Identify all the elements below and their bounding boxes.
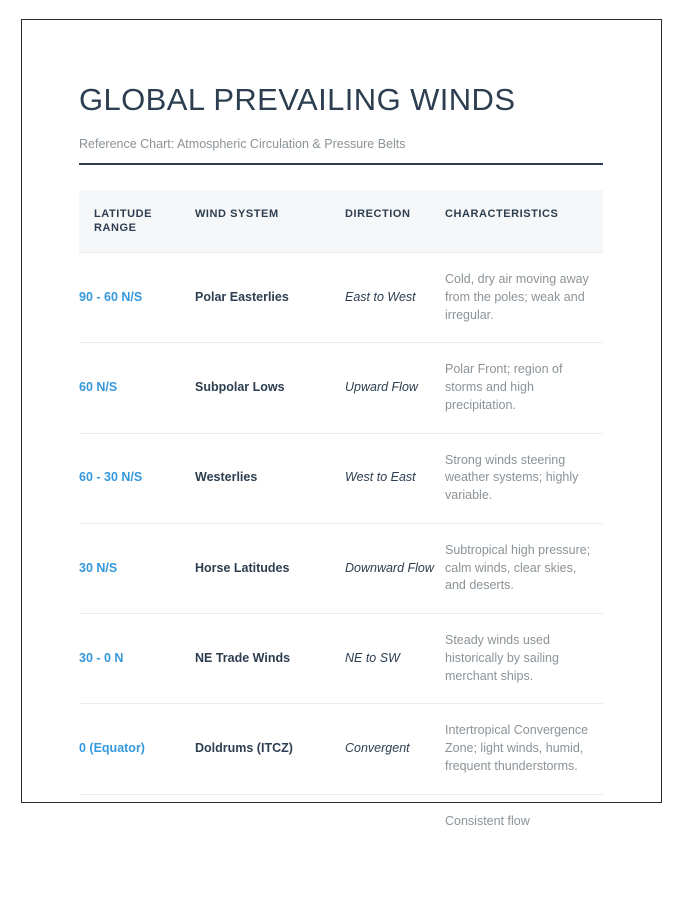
table-row xyxy=(79,523,603,613)
cell-direction: Upward Flow xyxy=(345,343,445,433)
column-header-characteristics[interactable]: CHARACTERISTICS xyxy=(445,190,603,253)
table-row xyxy=(79,343,603,433)
document-page-content xyxy=(22,20,661,848)
table-row xyxy=(79,614,603,704)
wind-table-container xyxy=(79,190,603,848)
table-header-row xyxy=(79,190,603,253)
table-row xyxy=(79,704,603,794)
cell-wind-system: Subpolar Lows xyxy=(195,343,345,433)
cell-wind-system: Doldrums (ITCZ) xyxy=(195,704,345,794)
cell-characteristics: Consistent flow xyxy=(445,794,603,848)
cell-latitude-range: 60 - 30 N/S xyxy=(79,433,195,523)
table-row xyxy=(79,253,603,343)
cell-direction: NE to SW xyxy=(345,614,445,704)
document-page-frame xyxy=(21,19,662,828)
table-body xyxy=(79,253,603,849)
page-subtitle: Reference Chart: Atmospheric Circulation & Pressure Belts xyxy=(79,136,406,151)
prevailing-winds-table xyxy=(79,190,603,848)
column-header-wind-system[interactable]: WIND SYSTEM xyxy=(195,190,345,253)
document-header xyxy=(79,82,603,165)
cell-characteristics: Polar Front; region of storms and high precipitation. xyxy=(445,343,603,433)
table-row xyxy=(79,433,603,523)
cell-characteristics: Intertropical Convergence Zone; light winds, humid, frequent thunderstorms. xyxy=(445,704,603,794)
table-header xyxy=(79,190,603,253)
cell-direction: Convergent xyxy=(345,704,445,794)
cell-wind-system: Horse Latitudes xyxy=(195,523,345,613)
page-title: GLOBAL PREVAILING WINDS xyxy=(79,82,516,117)
cell-wind-system: Polar Easterlies xyxy=(195,253,345,343)
cell-latitude-range: 60 N/S xyxy=(79,343,195,433)
cell-characteristics: Steady winds used historically by sailing merchant ships. xyxy=(445,614,603,704)
cell-characteristics: Cold, dry air moving away from the poles; weak and irregular. xyxy=(445,253,603,343)
column-header-direction[interactable]: DIRECTION xyxy=(345,190,445,253)
cell-latitude-range: 90 - 60 N/S xyxy=(79,253,195,343)
cell-wind-system xyxy=(195,794,345,848)
title-divider-rule xyxy=(79,163,603,165)
cell-latitude-range xyxy=(79,794,195,848)
cell-direction: West to East xyxy=(345,433,445,523)
cell-direction xyxy=(345,794,445,848)
cell-wind-system: NE Trade Winds xyxy=(195,614,345,704)
table-row xyxy=(79,794,603,848)
cell-characteristics: Strong winds steering weather systems; highly variable. xyxy=(445,433,603,523)
cell-characteristics: Subtropical high pressure; calm winds, clear skies, and deserts. xyxy=(445,523,603,613)
cell-wind-system: Westerlies xyxy=(195,433,345,523)
cell-latitude-range: 30 N/S xyxy=(79,523,195,613)
cell-direction: Downward Flow xyxy=(345,523,445,613)
cell-latitude-range: 0 (Equator) xyxy=(79,704,195,794)
cell-direction: East to West xyxy=(345,253,445,343)
cell-latitude-range: 30 - 0 N xyxy=(79,614,195,704)
column-header-latitude-range[interactable]: LATITUDE RANGE xyxy=(79,190,195,253)
